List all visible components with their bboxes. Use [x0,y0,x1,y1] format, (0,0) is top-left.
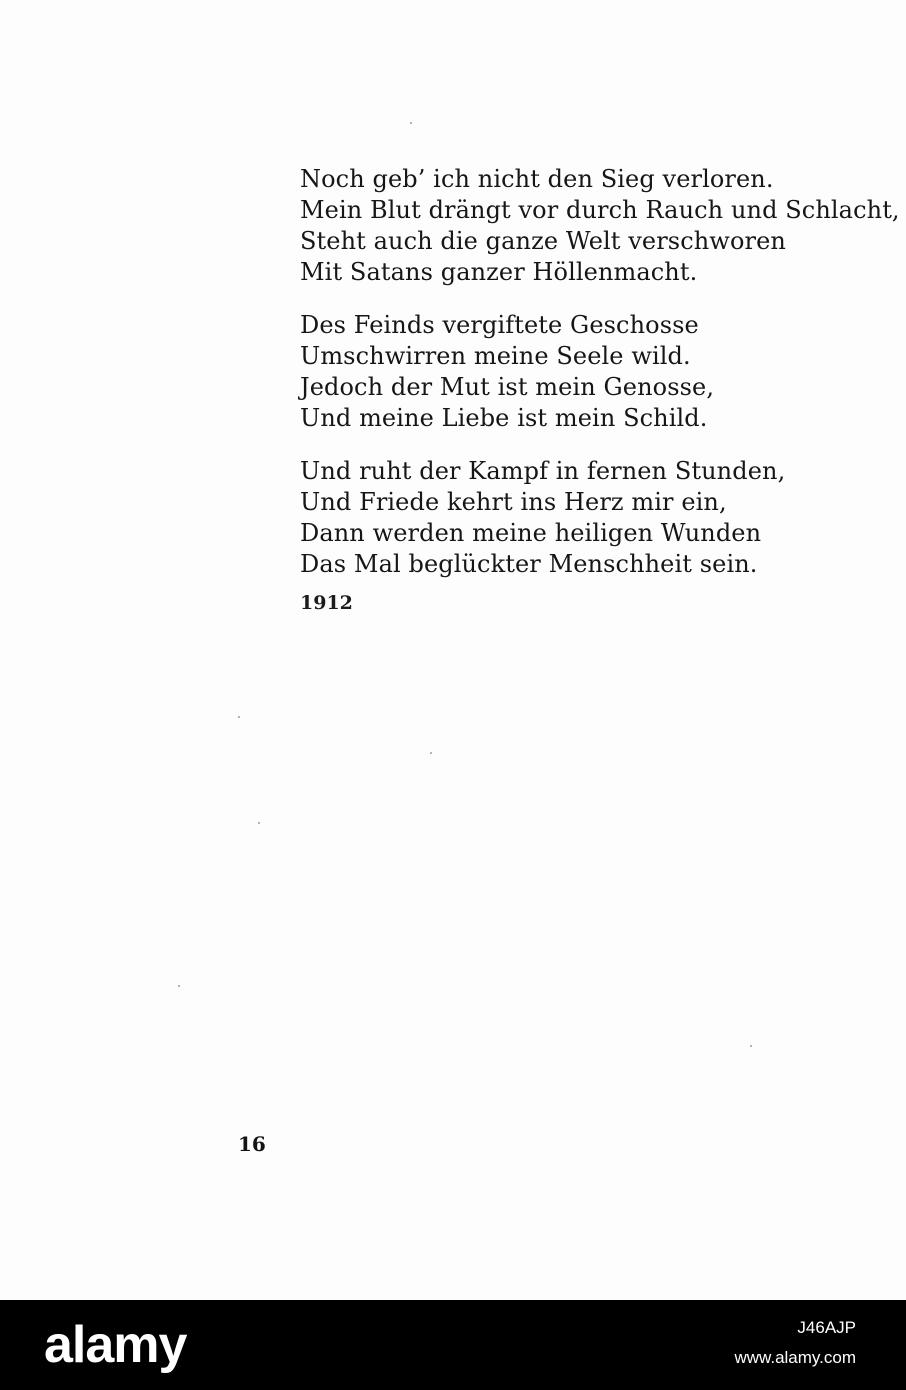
poem-line: Jedoch der Mut ist mein Genosse, [300,373,715,401]
stanza-1 [300,164,900,288]
poem-line: Dann werden meine heiligen Wunden [300,519,762,547]
paper-speck [258,822,260,824]
poem-line: Noch geb’ ich nicht den Sieg verloren. [300,165,774,193]
paper-speck [178,985,180,987]
poem [300,164,900,614]
poem-line: Und Friede kehrt ins Herz mir ein, [300,488,727,516]
site-url: www.alamy.com [734,1348,856,1367]
poem-line: Des Feinds vergiftete Geschosse [300,311,699,339]
poem-line: Das Mal beglückter Menschheit sein. [300,550,758,578]
poem-line: Mein Blut drängt vor durch Rauch und Schlacht, [300,196,900,224]
poem-line: Steht auch die ganze Welt verschworen [300,227,786,255]
poem-line: Und ruht der Kampf in fernen Stunden, [300,457,786,485]
stock-watermark-banner [0,1300,906,1390]
paper-speck [430,752,432,754]
image-id: J46AJP [797,1318,856,1337]
paper-speck [410,122,412,124]
poem-year: 1912 [300,592,353,614]
poem-line: Umschwirren meine Seele wild. [300,342,691,370]
poem-line: Mit Satans ganzer Höllenmacht. [300,258,698,286]
stanza-2 [300,310,900,434]
poem-line: Und meine Liebe ist mein Schild. [300,404,708,432]
paper-speck [750,1045,752,1047]
page-number: 16 [238,1132,266,1156]
stanza-3 [300,456,900,580]
paper-speck [238,716,240,718]
brand-logo: alamy [44,1316,187,1374]
